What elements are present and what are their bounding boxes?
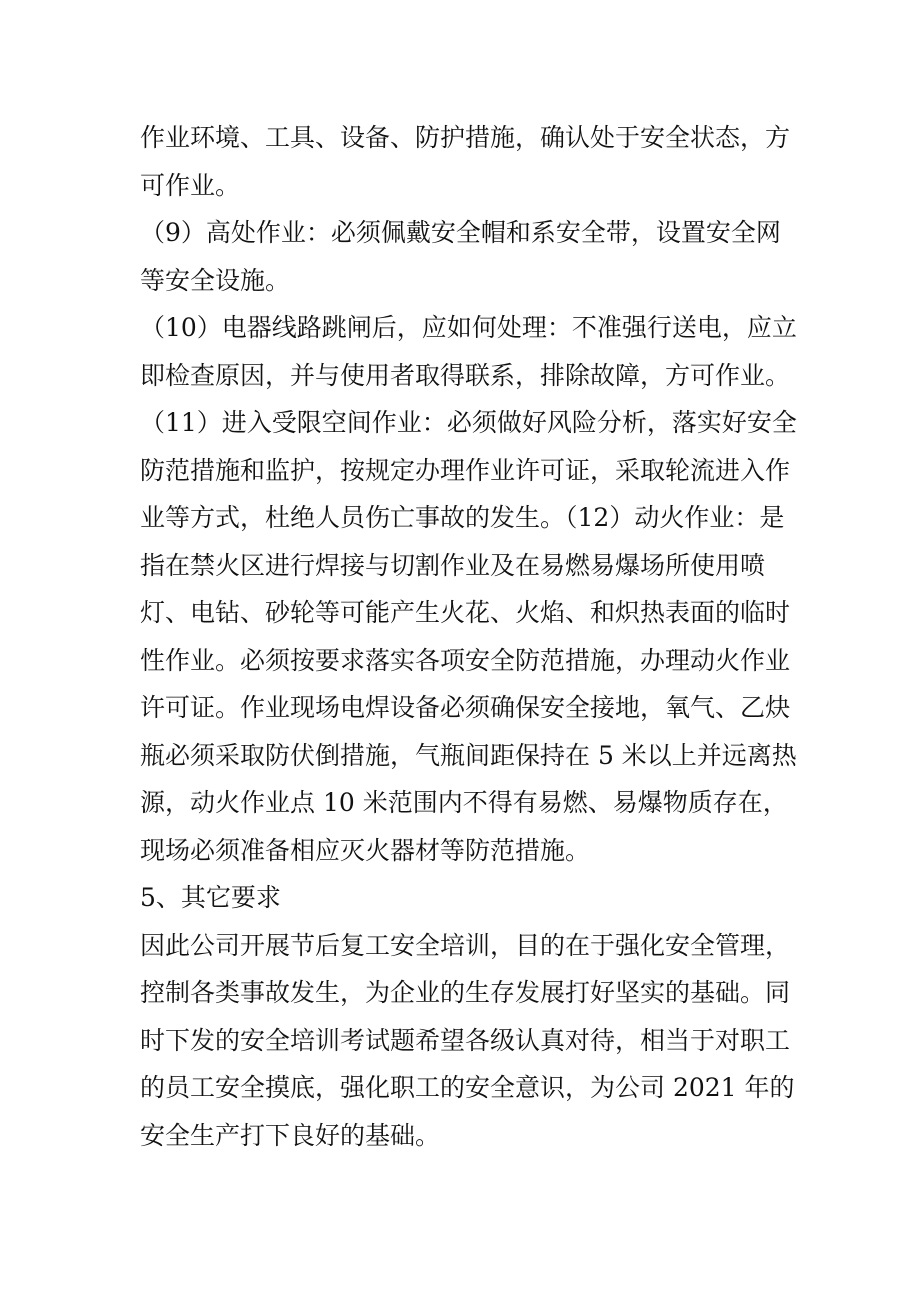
text-line: 可作业。 xyxy=(140,170,241,200)
text-line: 源，动火作业点 10 米范围内不得有易燃、易爆物质存在， xyxy=(140,788,788,817)
text-line: 等安全设施。 xyxy=(140,265,291,295)
text-line: 控制各类事故发生，为企业的生存发展打好坚实的基础。同 xyxy=(140,978,791,1007)
text-line: 时下发的安全培训考试题希望各级认真对待，相当于对职工 xyxy=(140,1025,791,1055)
text-line: 防范措施和监护，按规定办理作业许可证，采取轮流进入作 xyxy=(140,455,791,485)
text-line: 安全生产打下良好的基础。 xyxy=(140,1120,441,1150)
text-line: （11）进入受限空间作业：必须做好风险分析，落实好安全 xyxy=(140,408,797,437)
text-line: 性作业。必须按要求落实各项安全防范措施，办理动火作业 xyxy=(140,645,791,675)
text-line: 许可证。作业现场电焊设备必须确保安全接地，氧气、乙炔 xyxy=(140,693,791,722)
text-line: 指在禁火区进行焊接与切割作业及在易燃易爆场所使用喷 xyxy=(140,550,766,580)
text-line: 因此公司开展节后复工安全培训，目的在于强化安全管理， xyxy=(140,930,791,960)
text-line: 的员工安全摸底，强化职工的安全意识，为公司 2021 年的 xyxy=(140,1073,795,1102)
text-line: 即检查原因，并与使用者取得联系，排除故障，方可作业。 xyxy=(140,360,791,390)
text-line: 灯、电钻、砂轮等可能产生火花、火焰、和炽热表面的临时 xyxy=(140,598,791,627)
text-line: （10）电器线路跳闸后，应如何处理：不准强行送电，应立 xyxy=(140,313,797,342)
text-line: 瓶必须采取防伏倒措施，气瓶间距保持在 5 米以上并远离热 xyxy=(140,740,797,770)
text-line: 业等方式，杜绝人员伤亡事故的发生。（12）动火作业：是 xyxy=(140,503,785,532)
text-line: 现场必须准备相应灭火器材等防范措施。 xyxy=(140,835,591,865)
text-line: （9）高处作业：必须佩戴安全帽和系安全带，设置安全网 xyxy=(140,218,781,247)
section-heading: 5、其它要求 xyxy=(140,883,281,912)
text-line: 作业环境、工具、设备、防护措施，确认处于安全状态，方 xyxy=(140,123,791,152)
